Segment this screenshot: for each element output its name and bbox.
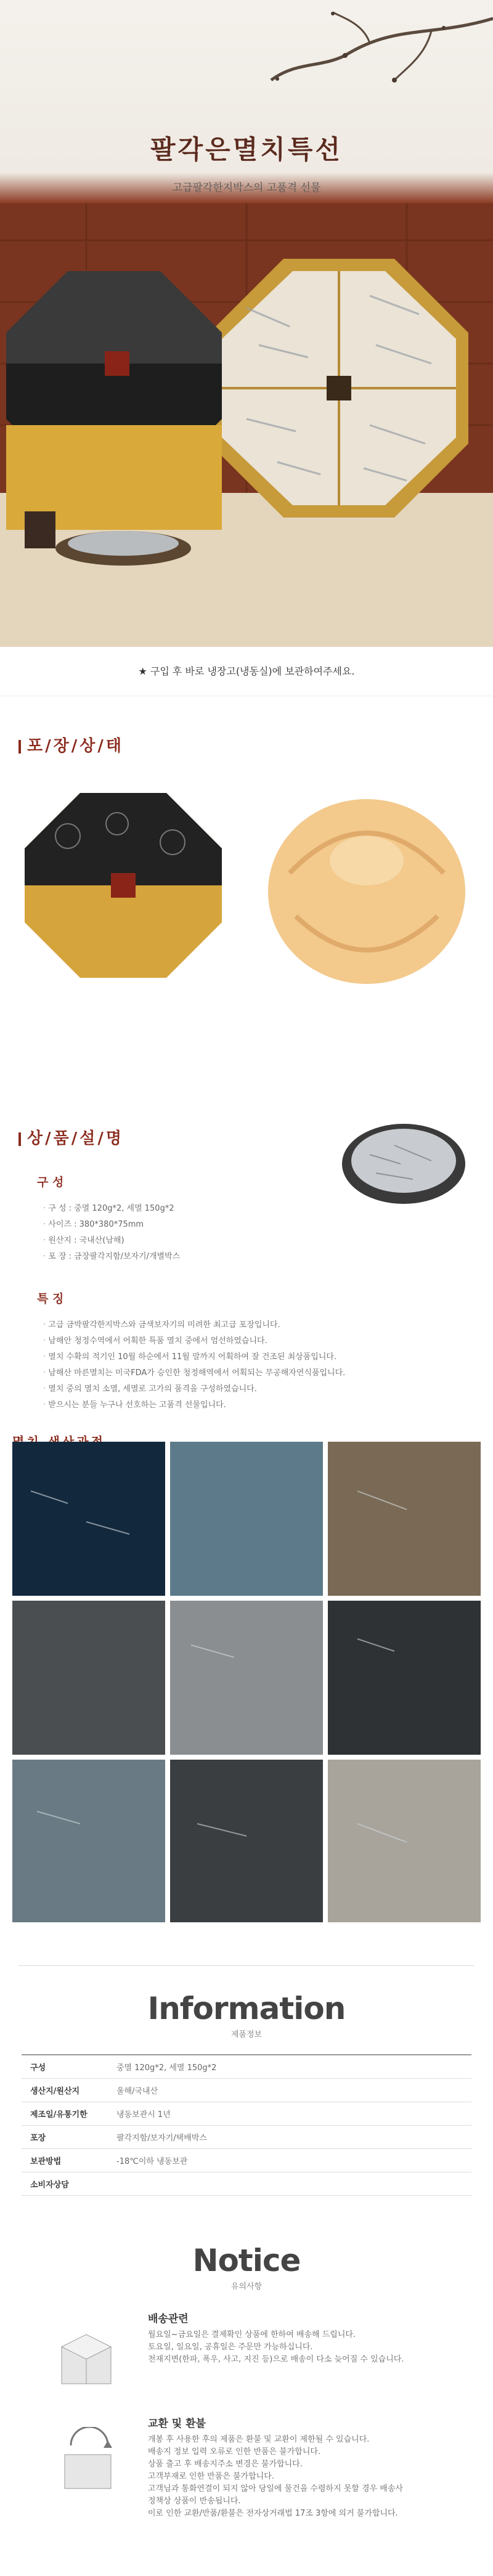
- title-bar-decoration: [18, 740, 21, 754]
- table-row: [22, 2125, 471, 2148]
- list-item: · 구 성 : 중멸 120g*2, 세멸 150g*2: [43, 1201, 493, 1217]
- list-item: · 사이즈 : 380*380*75mm: [43, 1217, 493, 1233]
- process-photo-5: [170, 1601, 323, 1755]
- row-label: 소비자상담: [22, 2172, 108, 2195]
- list-item: · 멸치 중의 멸치 소멸, 세멸로 고가의 품격을 구성하였습니다.: [43, 1381, 493, 1397]
- notice-line: 토요일, 일요일, 공휴일은 주문만 가능하십니다.: [148, 2342, 313, 2352]
- notice-title: Notice: [192, 2243, 301, 2278]
- packaging-box-photo: [12, 781, 234, 990]
- hero-banner: [0, 0, 493, 647]
- row-value: 냉동보관시 1년: [108, 2102, 471, 2125]
- plum-branch-illustration: [0, 0, 493, 123]
- notice-line: 배송지 정보 입력 오류로 인한 반품은 불가합니다.: [148, 2447, 321, 2456]
- section-title-packaging-text: 포/장/상/태: [27, 737, 124, 755]
- notice-line: 이로 인한 교환/반품/환불은 전자상거래법 17조 3항에 의거 불가합니다.: [148, 2509, 398, 2518]
- list-item: · 받으시는 분들 누구나 선호하는 고품격 선물입니다.: [43, 1397, 493, 1413]
- delivery-box-icon: [49, 2322, 129, 2396]
- information-title: Information: [147, 1991, 346, 2026]
- notice-exchange-refund: [25, 2415, 468, 2556]
- information-subtitle: 제품정보: [230, 2030, 263, 2039]
- row-value: 팔각지함/보자기/택배박스: [108, 2125, 471, 2148]
- row-value: 중멸 120g*2, 세멸 150g*2: [108, 2055, 471, 2078]
- information-table: [22, 2054, 471, 2196]
- list-item: · 고급 금박팔각한지박스와 금색보자기의 미려한 최고급 포장입니다.: [43, 1317, 493, 1333]
- features-heading: 특 징: [37, 1292, 64, 1306]
- notice-heading: 교환 및 환불: [148, 2418, 206, 2430]
- list-item: · 원산지 : 국내산(남해): [43, 1233, 493, 1249]
- notice-section: [0, 2243, 493, 2556]
- row-value: -18℃이하 냉동보관: [108, 2148, 471, 2172]
- list-item: · 멸치 수확의 적기인 10월 하순에서 11월 말까지 어획하여 잘 건조된 최상품입니다.: [43, 1349, 493, 1365]
- row-value: [108, 2172, 471, 2195]
- list-item: · 남해산 마른멸치는 미국FDA가 승인한 청정해역에서 어획되는 무공해자연식품입니다.: [43, 1365, 493, 1381]
- process-photo-4: [12, 1601, 165, 1755]
- row-label: 보관방법: [22, 2148, 108, 2172]
- process-photo-7: [12, 1760, 165, 1922]
- product-subtitle: 고급팔각한지박스의 고품격 선물: [172, 182, 321, 194]
- notice-line: 상품 출고 후 배송지주소 변경은 불가합니다.: [148, 2460, 303, 2469]
- table-row: [22, 2148, 471, 2172]
- row-label: 생산지/원산지: [22, 2078, 108, 2102]
- notice-line: 정책상 상품이 반송됩니다.: [148, 2497, 241, 2506]
- table-row: [22, 2078, 471, 2102]
- row-label: 제조일/유통기한: [22, 2102, 108, 2125]
- notice-line: 개봉 후 사용한 후의 제품은 환불 및 교환이 제한될 수 있습니다.: [148, 2435, 370, 2444]
- gift-box-photo: [0, 203, 493, 647]
- packaging-images: [0, 756, 493, 1126]
- process-photo-3: [328, 1442, 481, 1596]
- section-title-description-text: 상/품/설/명: [27, 1129, 124, 1148]
- list-item: · 남해안 청정수역에서 어획한 특품 멸치 중에서 엄선하였습니다.: [43, 1333, 493, 1349]
- process-photo-1: [12, 1442, 165, 1596]
- packaging-wrap-photo: [253, 781, 481, 990]
- notice-line: 천재지변(한파, 폭우, 사고, 지진 등)으로 배송이 다소 늦어질 수 있습니다.: [148, 2355, 404, 2364]
- notice-subtitle: 유의사항: [230, 2282, 263, 2291]
- product-title: 팔각은멸치특선: [150, 134, 343, 165]
- notice-line: 고객부재로 인한 반품은 불가합니다.: [148, 2472, 274, 2481]
- notice-line: 월요일~금요일은 결제확인 상품에 한하여 배송해 드립니다.: [148, 2330, 356, 2339]
- table-row: [22, 2055, 471, 2078]
- row-label: 구성: [22, 2055, 108, 2078]
- information-section: [0, 1965, 493, 2196]
- process-photo-8: [170, 1760, 323, 1922]
- row-value: 울해/국내산: [108, 2078, 471, 2102]
- notice-shipping: [25, 2310, 468, 2415]
- features-list: [43, 1317, 493, 1413]
- composition-list: [43, 1201, 493, 1265]
- section-title-packaging: [0, 733, 493, 756]
- notice-heading: 배송관련: [148, 2313, 189, 2325]
- storage-notice: ★ 구입 후 바로 냉장고(냉동실)에 보관하여주세요.: [0, 647, 493, 696]
- exchange-box-icon: [49, 2427, 129, 2501]
- anchovy-bowl-photo: [339, 1118, 468, 1210]
- process-photo-2: [170, 1442, 323, 1596]
- process-photo-6: [328, 1601, 481, 1755]
- production-process-photos: [12, 1442, 481, 1922]
- table-row: [22, 2102, 471, 2125]
- notice-line: 고객님과 통화연결이 되지 않아 당일에 물건을 수령하지 못할 경우 배송사: [148, 2484, 403, 2493]
- row-label: 포장: [22, 2125, 108, 2148]
- table-row: [22, 2172, 471, 2195]
- title-bar-decoration: [18, 1132, 21, 1146]
- list-item: · 포 장 : 금장팔각지함/보자기/개별박스: [43, 1249, 493, 1265]
- composition-heading: 구 성: [37, 1176, 64, 1189]
